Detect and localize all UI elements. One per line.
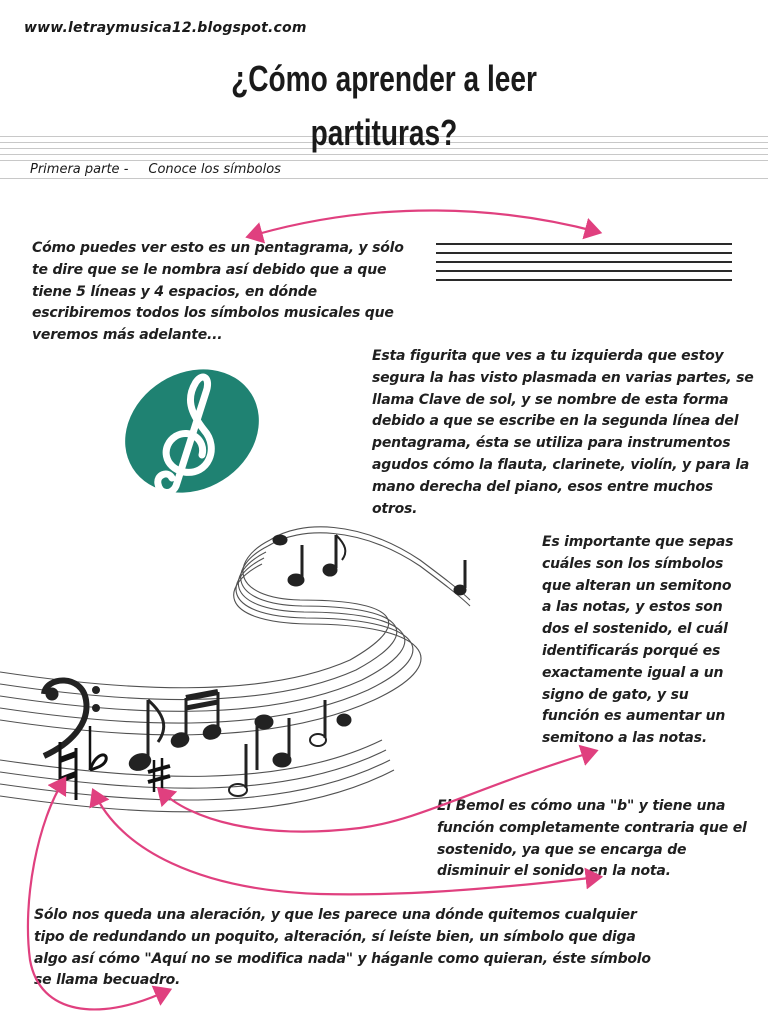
site-url: www.letraymusica12.blogspot.com: [24, 20, 307, 36]
flat-icon: [90, 726, 106, 770]
staff-paragraph: Cómo puedes ver esto es un pentagrama, y sólo te dire que se le nombra así debido que a que tiene 5 líneas y 4 espacios, en dónde escribiremos todos los símbolos musicales que veremos más adelante...: [32, 240, 404, 344]
arrow-to-sharp: [160, 754, 586, 832]
subtitle-topic: Conoce los símbolos: [148, 162, 281, 177]
page-title-line1: ¿Cómo aprender a leer: [231, 58, 537, 99]
flat-paragraph: El Bemol es cómo una "b" y tiene una función completamente contraria que el sostenido, ya que se encarga de disminuir el sonido en la nota.: [437, 798, 747, 880]
natural-icon: [60, 742, 76, 800]
arrow-to-staff: [258, 210, 598, 234]
arrow-to-natural: [28, 780, 160, 1009]
subtitle-part: Primera parte -: [30, 162, 129, 177]
ribbon-notes: [128, 535, 465, 796]
music-ribbon: [0, 527, 470, 812]
treble-clef-paragraph: Esta figurita que ves a tu izquierda que estoy segura la has visto plasmada en varias partes, se llama Clave de sol, y se nombre de esta forma debido a que se escribe en la segunda línea del pentagrama, ésta se utiliza para instrumentos agudos cómo la flauta, clarinete, violín, y para la mano derecha del piano, esos entre muchos otros.: [372, 348, 754, 517]
sharp-paragraph: Es importante que sepas cuáles son los símbolos que alteran un semitono a las notas, y estos son dos el sostenido, el cuál identificarás porqué es exactamente igual a un signo de gato, y su función es aumentar un semitono a las notas.: [542, 534, 734, 747]
natural-paragraph: Sólo nos queda una aleración, y que les parece una dónde quitemos cualquier tipo de redundando un poquito, alteración, sí leíste bien, un símbolo que diga algo así cómo "Aquí no se modifica nada" y háganle como quieran, éste símbolo se llama becuadro.: [34, 907, 651, 989]
page-title-line2: partituras?: [310, 112, 458, 153]
arrow-to-flat: [94, 792, 590, 894]
